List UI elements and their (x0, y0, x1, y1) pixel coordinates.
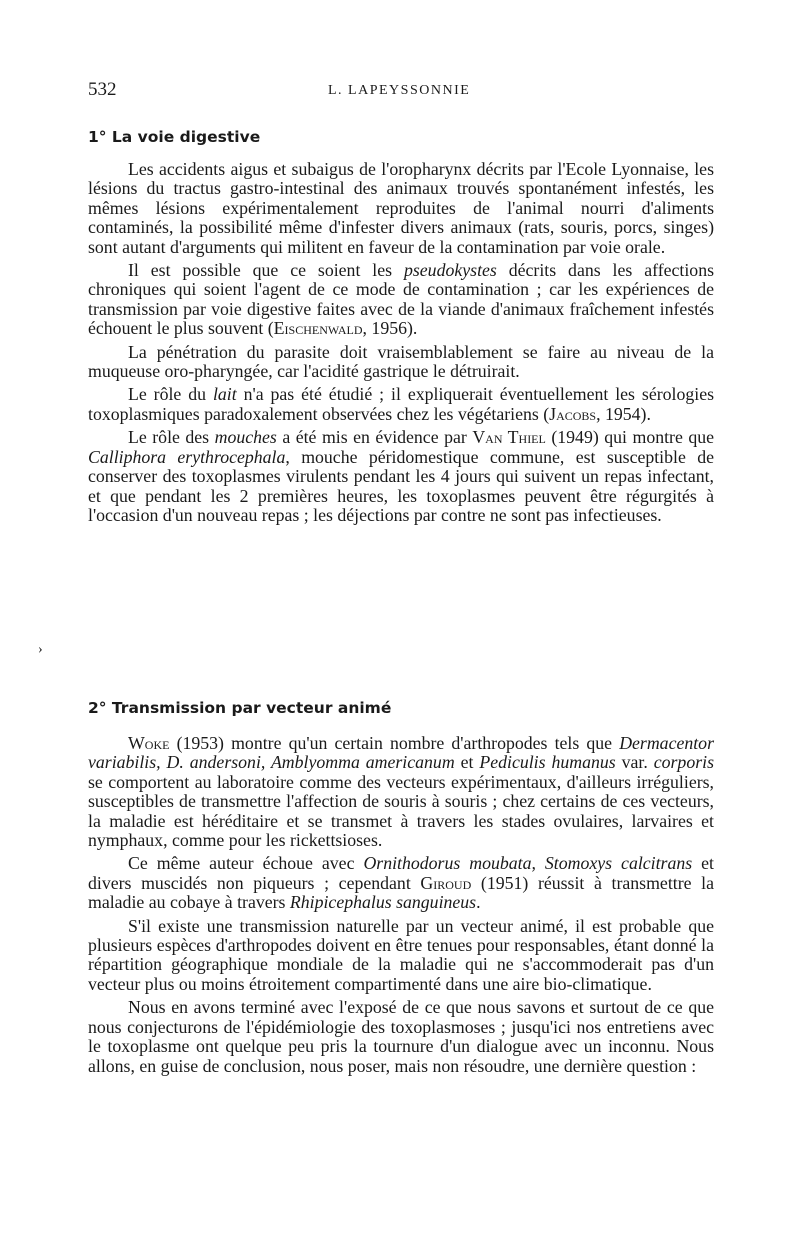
page-number: 532 (88, 79, 117, 100)
section-1-heading: 1° La voie digestive (88, 128, 261, 146)
paragraph: Nous en avons terminé avec l'exposé de ce que nous savons et surtout de ce que nous conjecturons de l'épidémiologie des toxoplasmoses ; jusqu'ici nos entretiens avec le toxoplasme ont quelque peu pris la tournure d'un dialogue avec un inconnu. Nous allons, en guise de conclusion, nous poser, mais non résoudre, une dernière question : (88, 997, 714, 1076)
author-name: Jacobs (549, 403, 597, 424)
paragraph: S'il existe une transmission naturelle par un vecteur animé, il est probable que plusieurs espèces d'arthropodes doivent en être tenues pour responsables, étant donné la répartition géographique mondiale de la maladie qui ne s'accommoderait pas d'un vecteur plus ou moins étroitement compartimenté dans une aire bio-climatique. (88, 915, 714, 994)
author-name: Eischenwald (273, 318, 363, 339)
author-name: Van Thiel (472, 427, 546, 448)
section-2-heading: 2° Transmission par vecteur animé (88, 699, 392, 717)
paragraph: Ce même auteur échoue avec Ornithodorus moubata, Stomoxys calcitrans et divers muscidés non piqueurs ; cependant Giroud (1951) réussit à transmettre la maladie au cobaye à travers Rhipicephalus sanguineus. (88, 853, 714, 913)
author-name: Giroud (420, 872, 472, 893)
paragraph: Woke (1953) montre qu'un certain nombre d'arthropodes tels que Dermacentor variabilis, D. andersoni, Amblyomma americanum et Pediculis humanus var. corporis se comportent au laboratoire comme des vecteurs expérimentaux, d'ailleurs irréguliers, susceptibles de transmettre l'affection de souris à souris ; chez certains de ces vecteurs, la maladie est héréditaire et se transmet à travers les stades ovulaires, larvaires et nymphaux, comme pour les rickettsioses. (88, 733, 714, 851)
author-name: Woke (128, 733, 170, 753)
section-2-body (88, 734, 714, 1076)
paragraph: Le rôle du lait n'a pas été étudié ; il expliquerait éventuellement les sérologies toxoplasmiques paradoxalement observées chez les végétariens (Jacobs, 1954). (88, 384, 715, 424)
section-1-body (88, 160, 714, 525)
paragraph: Les accidents aigus et subaigus de l'oropharynx décrits par l'Ecole Lyonnaise, les lésions du tractus gastro-intestinal des animaux trouvés spontanément infestés, les mêmes lésions expérimentalement reproduites de l'animal nourri d'aliments contaminés, la possibilité même d'infester divers animaux (rats, souris, porcs, singes) sont autant d'arguments qui militent en faveur de la contamination par voie orale. (88, 159, 714, 257)
running-title: L. LAPEYSSONNIE (328, 83, 471, 98)
paragraph: La pénétration du parasite doit vraisemblablement se faire au niveau de la muqueuse oro-pharyngée, car l'acidité gastrique le détruirait. (88, 341, 714, 382)
paragraph: Il est possible que ce soient les pseudokystes décrits dans les affections chroniques qui soient l'agent de ce mode de contamination ; car les expériences de transmission par voie digestive faites avec de la viande d'animaux fraîchement infestés échouent le plus souvent (Eischenwald, 1956). (88, 260, 714, 339)
margin-mark: › (38, 642, 43, 657)
paragraph: Le rôle des mouches a été mis en évidence par Van Thiel (1949) qui montre que Calliphora erythrocephala, mouche péridomestique commune, est susceptible de conserver des toxoplasmes virulents pendant les 4 jours qui suivent un repas infectant, et que pendant les 2 premières heures, les toxoplasmes peuvent être régurgités à l'occasion d'un nouveau repas ; les déjections par contre ne sont pas infectieuses. (88, 427, 715, 525)
